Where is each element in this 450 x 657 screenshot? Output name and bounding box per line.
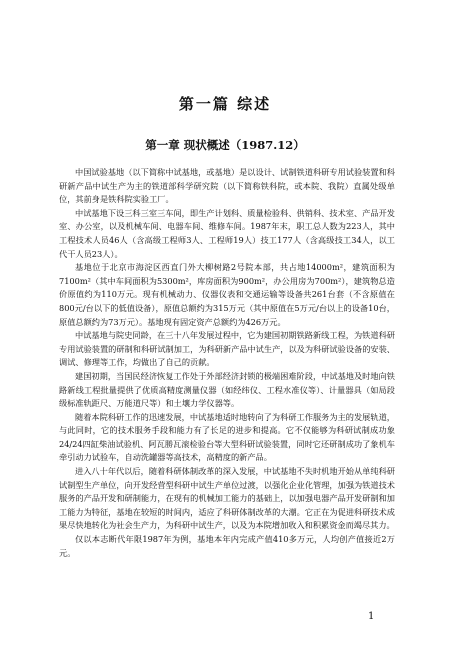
chapter-title: 第一章 现状概述（1987.12） (145, 138, 305, 152)
paragraph: 基地位于北京市海淀区西直门外大柳树路2号院本部，共占地14000m²，建筑面积为7100m²（其中车间面积为5300m²，库房面积为900m²，办公用房为700m²），建筑物总造价原值约为110万元。现有机械动力、仪器仪表和交通运输等设备共261台套（不含原值在800元/台以下的低值设备），原值总额约为315万元（其中原值在5万元/台以上的设备10台，原值总额约为73万元）。基地现有固定资产总额约为426万元。 (59, 262, 395, 327)
paragraph: 中国试验基地（以下简称中试基地，或基地）是以设计、试制铁道科研专用试验装置和科研新产品中试生产为主的铁道部科学研究院（以下简称铁科院，或本院、我院）直属处级单位，其前身是铁科院实验工厂。 (59, 167, 395, 205)
paragraph: 进入八十年代以后，随着科研体制改革的深入发展，中试基地不失时机地开始从单纯科研试制型生产单位，向开发经营型科研中试生产单位过渡，以强化企业化管理，加强为铁道技术服务的产品开发和研制能力，在现有的机械加工能力的基础上，以加强电器产品开发研制和加工能力为特征，基地在较短的时间内，适应了科研体制改革的大潮。它正在为促进科研技术成果尽快地转化为社会生产力，为科研中试生产，以及为本院增加收入和积累资金而竭尽其力。 (59, 466, 395, 531)
page-number: 1 (368, 611, 375, 622)
paragraph: 中试基地下设三科三室三车间，即生产计划科、质量检验科、供销科、技术室、产品开发室、办公室，以及机械车间、电器车间、维修车间。1987年末，职工总人数为223人，其中工程技术人员46人（含高级工程师3人、工程师19人）技工177人（含高级技工34人，以工代干人员23人）。 (59, 207, 395, 259)
part-title: 第一篇 综述 (178, 95, 272, 113)
paragraph: 建国初期，当国民经济恢复工作处于外部经济封锁的极端困难阶段，中试基地及时地向铁路新线工程批量提供了优质高精度测量仪器（如经纬仪、工程水准仪等）、计量器具（如局段级标准轨距尺、万能道尺等）和土壤力学仪器等。 (59, 370, 395, 409)
paragraph: 仅以本志断代年限1987年为例，基地本年内完成产值410多万元，人均创产值接近2万元。 (59, 534, 395, 558)
paragraph: 中试基地与院史同龄，在三十八年发展过程中，它为建国初期铁路新线工程，为铁道科研专用试验装置的研制和科研试制加工，为科研新产品中试生产，以及为科研试验设备的安装、调试、修理等工作，均做出了自己的贡献。 (59, 330, 395, 368)
body-text (59, 166, 395, 560)
paragraph: 随着本院科研工作的迅速发展，中试基地适时地转向了为科研工作服务为主的发展轨道，与此同时，它的技术服务手段和能力有了长足的进步和提高。它不仅能够为科研试制成功象24/24四缸柴油试验机、阿瓦勝瓦滚检验台等大型科研试验装置，同时它还研制成功了象机车牵引动力试验车，自动洗罐器等高技术，高精度的新产品。 (59, 411, 395, 463)
